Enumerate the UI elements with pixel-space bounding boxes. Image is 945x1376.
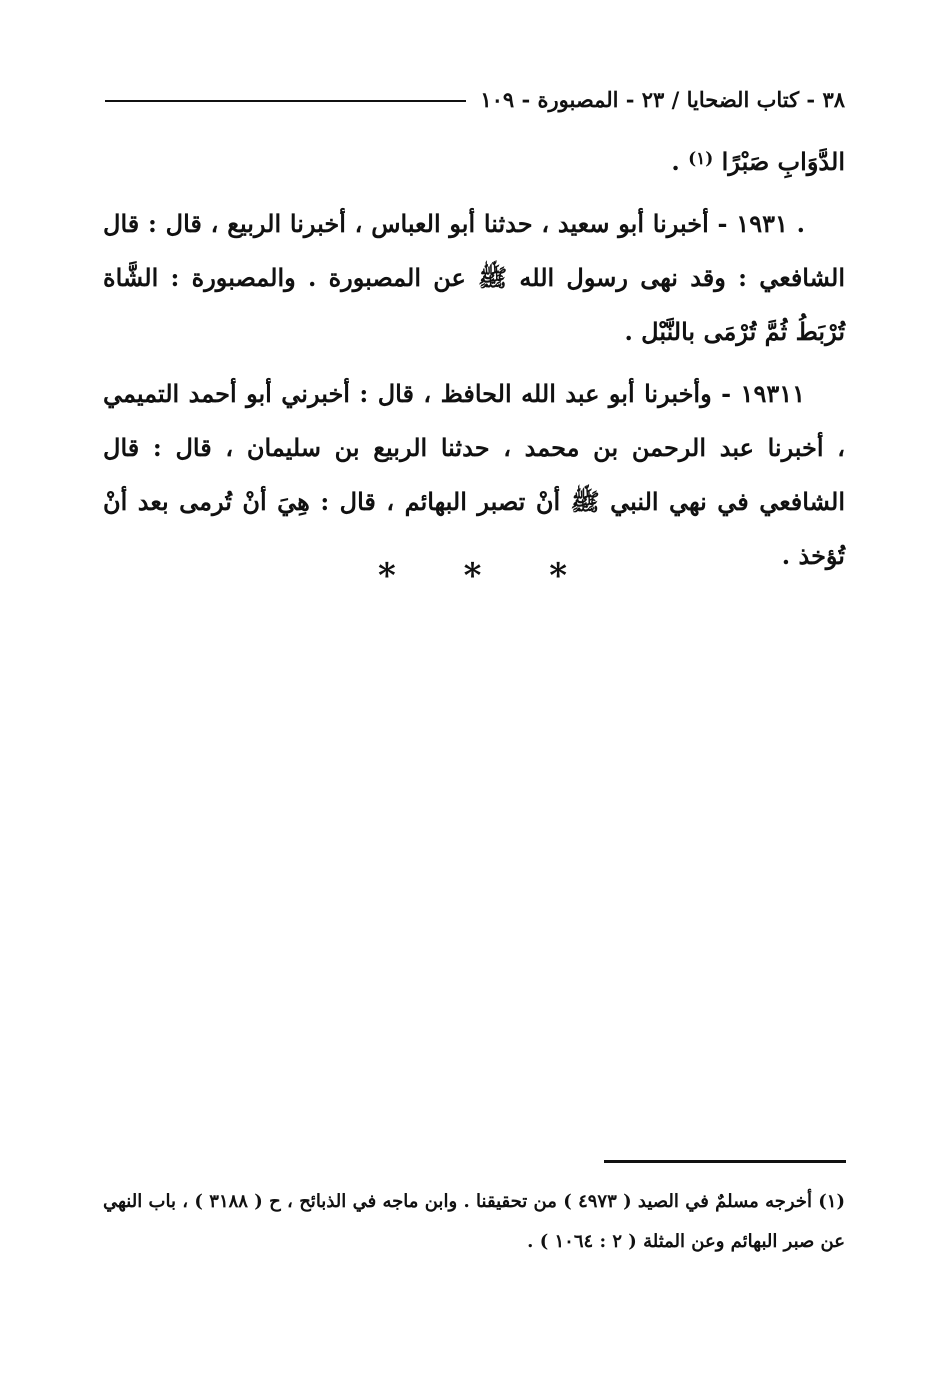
footnote-reference: (١): [688, 149, 714, 169]
main-text: [103, 132, 845, 583]
star-3: *: [549, 556, 568, 596]
footnote-separator: [604, 1160, 846, 1163]
footnotes: [103, 1182, 845, 1262]
star-2: *: [463, 556, 482, 596]
footnote-1: (١) أخرجه مسلمٌ في الصيد ( ٤٩٧٣ ) من تحقيقنا . وابن ماجه في الذبائح ، ح ( ٣١٨٨ ) ، باب النهي عن صبر البهائم وعن المثلة ( ٢ : ١٠٦٤ ) .: [103, 1191, 845, 1252]
running-header-text: ٣٨ - كتاب الضحايا / ٢٣ - المصبورة - ١٠٩: [480, 86, 845, 112]
section-divider-stars: [0, 556, 945, 596]
running-header: [105, 82, 845, 116]
opening-line: [103, 132, 845, 189]
hadith-paragraph-1931: . ١٩٣١ - أخبرنا أبو سعيد ، حدثنا أبو العباس ، أخبرنا الربيع ، قال : قال الشافعي : وقد نهى رسول الله ﷺ عن المصبورة . والمصبورة : الشَّاة تُرْبَطُ ثُمَّ تُرْمَى بالنَّبْل .: [103, 209, 845, 346]
opening-line-text: الدَّوَابِ صَبْرًا: [721, 147, 845, 176]
opening-line-end: .: [671, 147, 680, 176]
star-1: *: [377, 556, 396, 596]
hadith-paragraph-19311: ١٩٣١١ - وأخبرنا أبو عبد الله الحافظ ، قال : أخبرني أبو أحمد التميمي ، أخبرنا عبد الرحمن بن محمد ، حدثنا الربيع بن سليمان ، قال : قال الشافعي في نهي النبي ﷺ أنْ تصبر البهائم ، قال : هِيَ أنْ تُرمى بعد أنْ تُؤخذ .: [103, 379, 845, 570]
header-rule: [105, 100, 466, 102]
